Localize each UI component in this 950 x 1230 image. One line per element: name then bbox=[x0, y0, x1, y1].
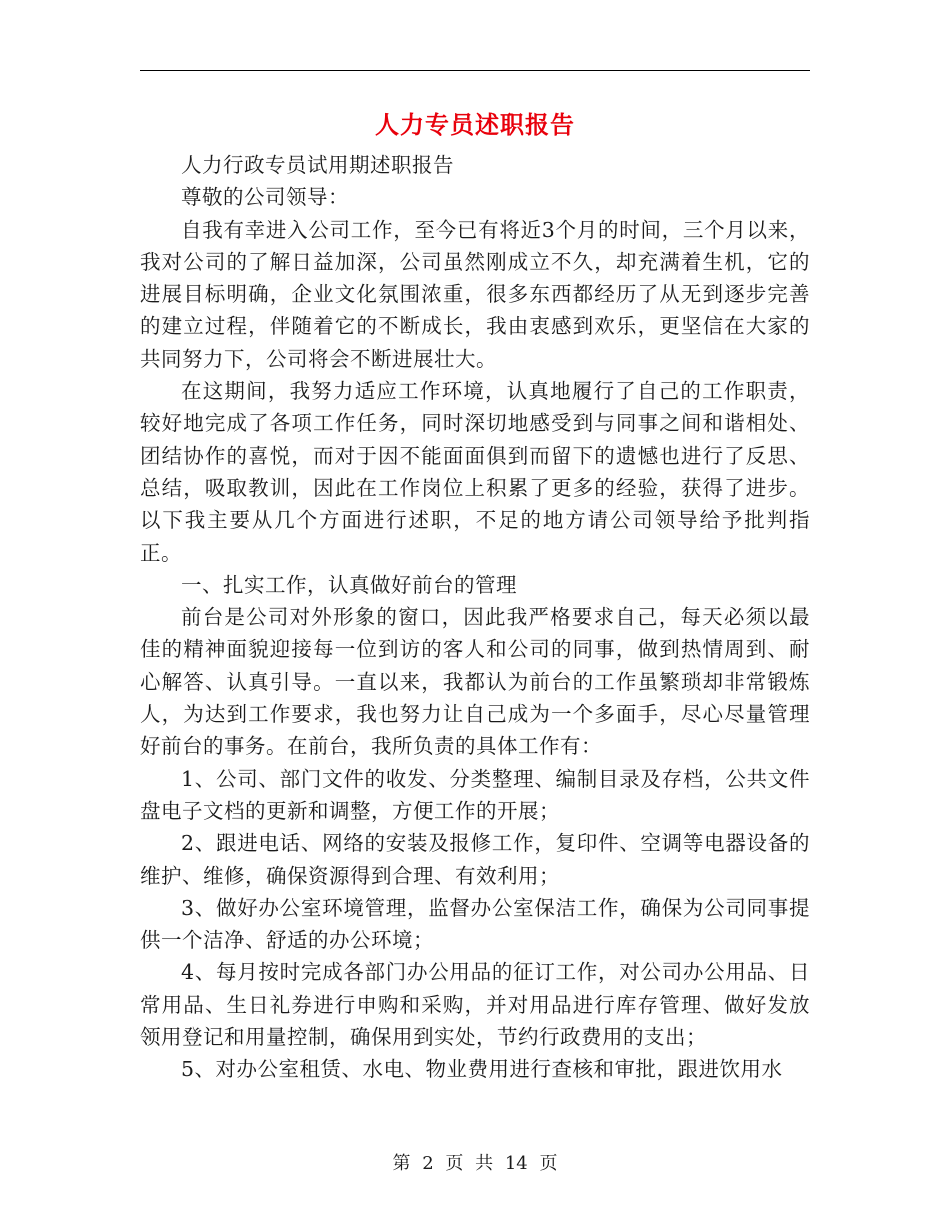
list-item: 1、公司、部门文件的收发、分类整理、编制目录及存档，公共文件盘电子文档的更新和调整，方便工作的开展； bbox=[140, 766, 810, 823]
document-title: 人力专员述职报告 bbox=[375, 110, 575, 139]
list-item: 4、每月按时完成各部门办公用品的征订工作，对公司办公用品、日常用品、生日礼券进行申购和采购，并对用品进行库存管理、做好发放领用登记和用量控制，确保用到实处，节约行政费用的支出； bbox=[140, 960, 810, 1050]
list-item: 2、跟进电话、网络的安装及报修工作，复印件、空调等电器设备的维护、维修，确保资源得到合理、有效利用； bbox=[140, 831, 810, 888]
paragraph-subtitle: 人力行政专员试用期述职报告 bbox=[181, 153, 454, 177]
page-footer: 第 2 页 共 14 页 bbox=[392, 1153, 558, 1174]
document-body bbox=[140, 149, 810, 1086]
list-item: 5、对办公室租赁、水电、物业费用进行查核和审批，跟进饮用水 bbox=[181, 1057, 783, 1082]
paragraph: 自我有幸进入公司工作，至今已有将近3个月的时间，三个月以来，我对公司的了解日益加深，公司虽然刚成立不久，却充满着生机，它的进展目标明确，企业文化氛围浓重，很多东西都经历了从无到逐步完善的建立过程，伴随着它的不断成长，我由衷感到欢乐，更坚信在大家的共同努力下，公司将会不断进展壮大。 bbox=[140, 217, 810, 371]
paragraph-salutation: 尊敬的公司领导： bbox=[181, 185, 349, 210]
header-rule bbox=[140, 70, 810, 71]
section-heading: 一、扎实工作，认真做好前台的管理 bbox=[181, 572, 517, 597]
paragraph: 前台是公司对外形象的窗口，因此我严格要求自己，每天必须以最佳的精神面貌迎接每一位到访的客人和公司的同事，做到热情周到、耐心解答、认真引导。一直以来，我都认为前台的工作虽繁琐却非常锻炼人，为达到工作要求，我也努力让自己成为一个多面手，尽心尽量管理好前台的事务。在前台，我所负责的具体工作有： bbox=[140, 605, 810, 759]
list-item: 3、做好办公室环境管理，监督办公室保洁工作，确保为公司同事提供一个洁净、舒适的办公环境； bbox=[140, 895, 810, 953]
paragraph: 在这期间，我努力适应工作环境，认真地履行了自己的工作职责，较好地完成了各项工作任务，同时深切地感受到与同事之间和谐相处、团结协作的喜悦，而对于因不能面面俱到而留下的遗憾也进行了反思、总结，吸取教训，因此在工作岗位上积累了更多的经验，获得了进步。以下我主要从几个方面进行述职，不足的地方请公司领导给予批判指正。 bbox=[140, 379, 810, 565]
